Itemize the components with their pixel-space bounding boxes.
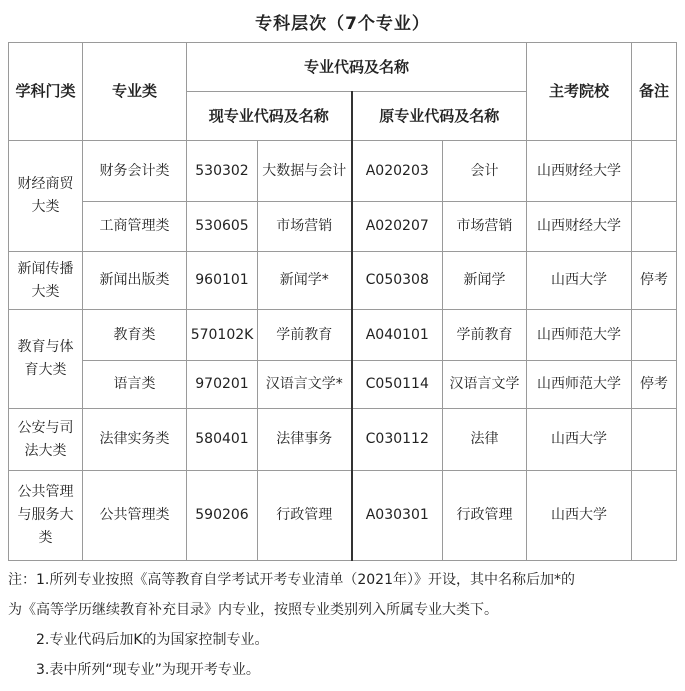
page-title: 专科层次（7个专业） xyxy=(255,14,430,34)
orig-code-cell: C050114 xyxy=(352,361,443,409)
note-line-1: 注：1.所列专业按照《高等教育自学考试开考专业清单（2021年）》开设，其中名称后加*的 xyxy=(8,572,575,588)
category-cell: 公共管理与服务大类 xyxy=(9,471,83,561)
school-cell: 山西大学 xyxy=(527,252,632,310)
major-class-cell: 财务会计类 xyxy=(83,141,187,202)
remark-cell: 停考 xyxy=(632,252,677,310)
orig-code-cell: C050308 xyxy=(352,252,443,310)
table-row xyxy=(9,141,677,202)
remark-cell xyxy=(632,310,677,361)
remark-cell xyxy=(632,141,677,202)
table-row xyxy=(9,202,677,252)
remark-cell: 停考 xyxy=(632,361,677,409)
remark-cell xyxy=(632,202,677,252)
majors-table xyxy=(8,42,677,561)
orig-name-cell: 新闻学 xyxy=(443,252,527,310)
orig-name-cell: 学前教育 xyxy=(443,310,527,361)
school-cell: 山西财经大学 xyxy=(527,202,632,252)
major-class-cell: 语言类 xyxy=(83,361,187,409)
orig-name-cell: 会计 xyxy=(443,141,527,202)
major-class-cell: 工商管理类 xyxy=(83,202,187,252)
category-cell: 新闻传播大类 xyxy=(9,252,83,310)
category-cell: 教育与体育大类 xyxy=(9,310,83,409)
school-cell: 山西大学 xyxy=(527,409,632,471)
orig-name-cell: 行政管理 xyxy=(443,471,527,561)
code-cell: 530302 xyxy=(187,141,258,202)
major-class-cell: 新闻出版类 xyxy=(83,252,187,310)
school-cell: 山西大学 xyxy=(527,471,632,561)
major-class-cell: 教育类 xyxy=(83,310,187,361)
school-cell: 山西师范大学 xyxy=(527,310,632,361)
name-cell: 行政管理 xyxy=(258,471,352,561)
remark-cell xyxy=(632,471,677,561)
category-cell: 财经商贸大类 xyxy=(9,141,83,252)
school-cell: 山西财经大学 xyxy=(527,141,632,202)
header-category: 学科门类 xyxy=(9,43,83,141)
header-current: 现专业代码及名称 xyxy=(187,92,352,141)
header-original: 原专业代码及名称 xyxy=(352,92,527,141)
name-cell: 新闻学* xyxy=(258,252,352,310)
orig-code-cell: A040101 xyxy=(352,310,443,361)
header-remark: 备注 xyxy=(632,43,677,141)
header-major-class: 专业类 xyxy=(83,43,187,141)
note-line-3: 2.专业代码后加K的为国家控制专业。 xyxy=(36,632,269,648)
school-cell: 山西师范大学 xyxy=(527,361,632,409)
major-class-cell: 法律实务类 xyxy=(83,409,187,471)
header-school: 主考院校 xyxy=(527,43,632,141)
table-row xyxy=(9,361,677,409)
code-cell: 970201 xyxy=(187,361,258,409)
footnotes xyxy=(8,565,680,685)
orig-code-cell: A030301 xyxy=(352,471,443,561)
orig-name-cell: 汉语言文学 xyxy=(443,361,527,409)
note-line-4: 3.表中所列“现专业”为现开考专业。 xyxy=(36,662,260,678)
name-cell: 法律事务 xyxy=(258,409,352,471)
table-row xyxy=(9,471,677,561)
code-cell: 580401 xyxy=(187,409,258,471)
code-cell: 960101 xyxy=(187,252,258,310)
name-cell: 汉语言文学* xyxy=(258,361,352,409)
name-cell: 大数据与会计 xyxy=(258,141,352,202)
category-cell: 公安与司法大类 xyxy=(9,409,83,471)
orig-name-cell: 市场营销 xyxy=(443,202,527,252)
table-row xyxy=(9,252,677,310)
code-cell: 570102K xyxy=(187,310,258,361)
orig-code-cell: A020203 xyxy=(352,141,443,202)
orig-name-cell: 法律 xyxy=(443,409,527,471)
name-cell: 学前教育 xyxy=(258,310,352,361)
code-cell: 590206 xyxy=(187,471,258,561)
name-cell: 市场营销 xyxy=(258,202,352,252)
orig-code-cell: C030112 xyxy=(352,409,443,471)
table-row xyxy=(9,409,677,471)
major-class-cell: 公共管理类 xyxy=(83,471,187,561)
header-code-group: 专业代码及名称 xyxy=(187,43,527,92)
code-cell: 530605 xyxy=(187,202,258,252)
note-line-2: 为《高等学历继续教育补充目录》内专业，按照专业类别列入所属专业大类下。 xyxy=(8,602,498,618)
orig-code-cell: A020207 xyxy=(352,202,443,252)
table-row xyxy=(9,310,677,361)
remark-cell xyxy=(632,409,677,471)
